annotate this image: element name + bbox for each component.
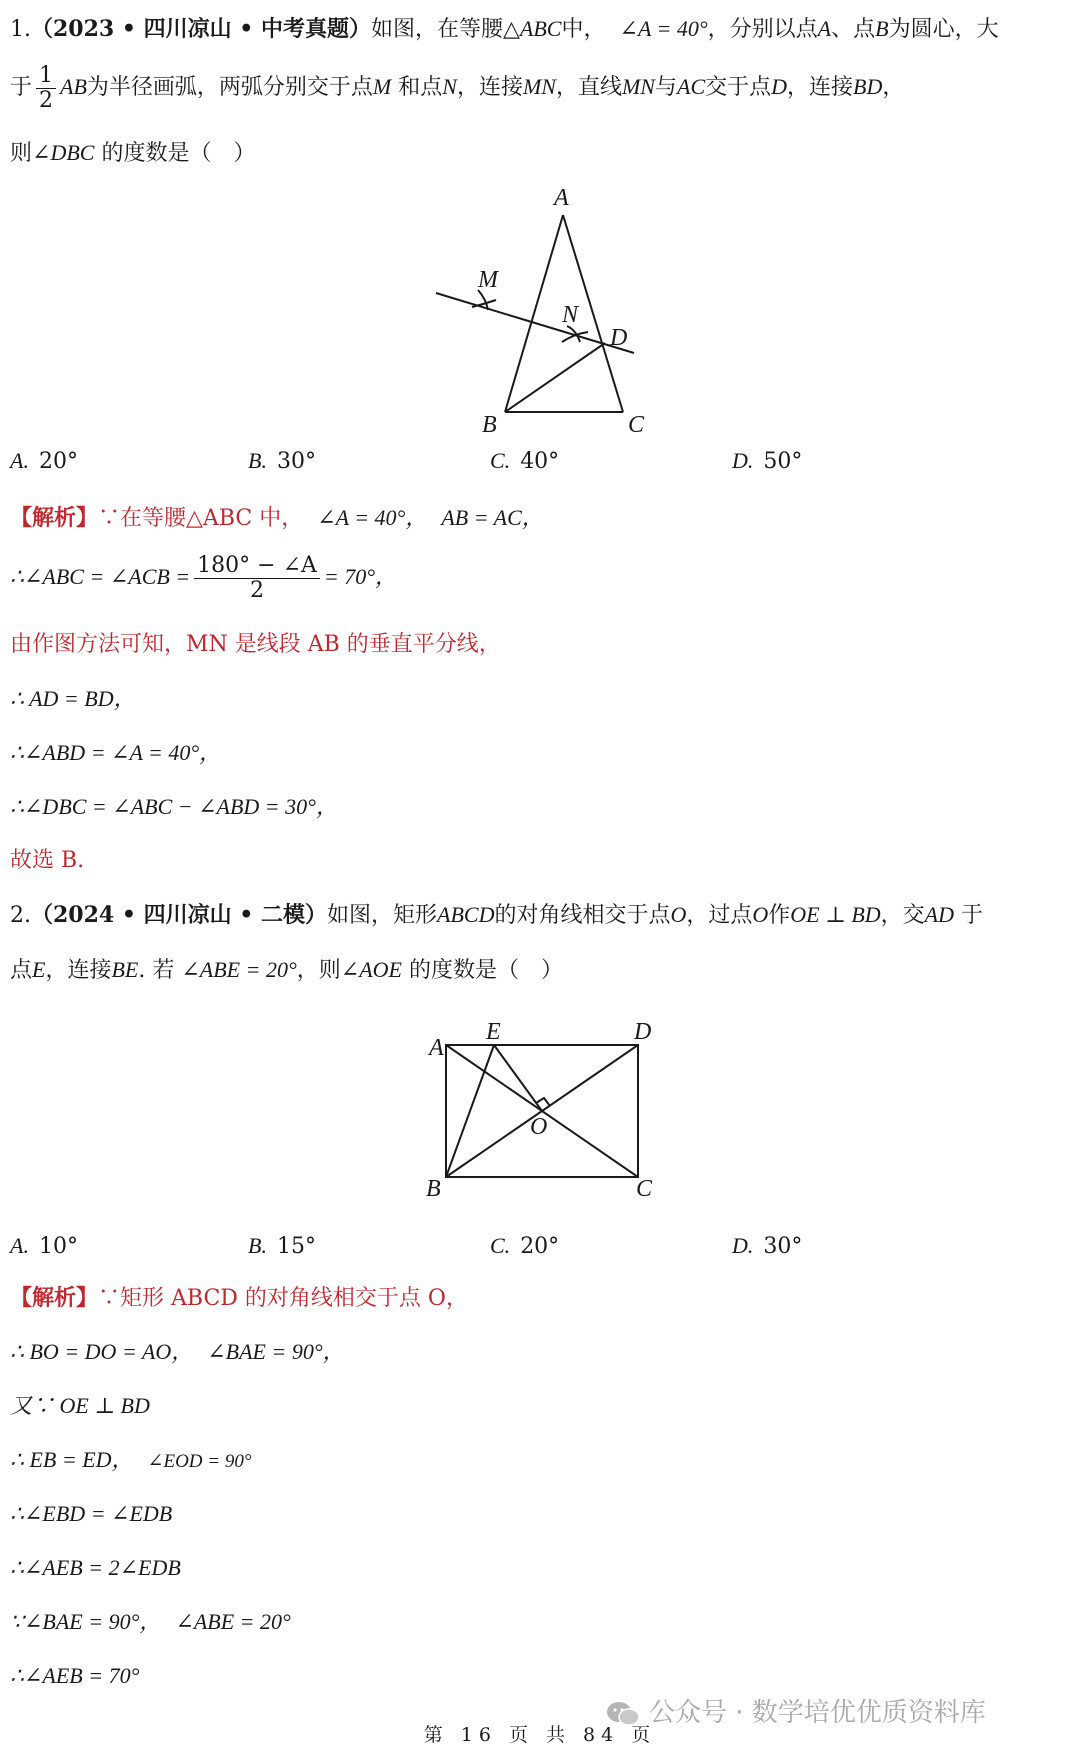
q2-solution-line-3: 又∵ OE ⊥ BD	[10, 1393, 150, 1418]
fraction-numerator: 180° − ∠A	[194, 554, 320, 579]
q1-stem-line-1	[10, 14, 999, 45]
q2-solution-line-1	[10, 1283, 468, 1314]
q2-text: 于	[960, 903, 983, 928]
fraction-denominator: 2	[250, 577, 265, 603]
q1-math: B	[875, 16, 889, 41]
q1-text: ，分别以点	[707, 17, 818, 42]
q1-text: 交于点	[705, 75, 772, 100]
q1-math: N	[442, 74, 457, 99]
q1-stem-line-2	[10, 60, 904, 115]
q1-solution-line-4: ∴ AD = BD，	[10, 686, 136, 711]
label-a: A	[429, 1035, 444, 1061]
q2-option-a[interactable]	[10, 1233, 78, 1259]
q2-math: ∠AOE	[340, 957, 402, 982]
q1-solution-line-6: ∴∠DBC = ∠ABC − ∠ABD = 30°，	[10, 794, 338, 819]
q1-text: 、点	[831, 17, 876, 42]
label-n: N	[562, 302, 579, 328]
q2-math: OE ⊥ BD	[790, 902, 881, 927]
q1-option-b[interactable]	[248, 448, 316, 474]
q1-solution-line-7: 故选 B.	[10, 848, 85, 873]
option-letter: A.	[10, 1233, 29, 1258]
label-m: M	[478, 267, 498, 293]
option-value: 30°	[763, 1234, 803, 1259]
q1-math: MN	[522, 74, 556, 99]
option-value: 20°	[38, 449, 78, 474]
q2-option-b[interactable]	[248, 1233, 316, 1259]
q1-math: ∠A = 40°	[619, 16, 708, 41]
q2-text: 如图，矩形	[327, 903, 438, 928]
q1-text: 如图，在等腰	[371, 17, 504, 42]
option-letter: D.	[732, 1233, 754, 1258]
option-letter: C.	[490, 448, 511, 473]
q1-math: AC	[677, 74, 706, 99]
q2-stem-line-2	[10, 955, 563, 986]
option-letter: D.	[732, 448, 754, 473]
q2-option-d[interactable]	[732, 1233, 802, 1259]
option-letter: B.	[248, 1233, 267, 1258]
q2-text: ，连接	[45, 958, 112, 983]
q2-text: ，则	[296, 958, 341, 983]
q2-text: 的度数是（ ）	[409, 958, 564, 983]
solution-fraction	[194, 554, 320, 603]
q1-text: 则	[10, 141, 33, 166]
solution-math: ∴ BO = DO = AO，	[10, 1339, 194, 1364]
segment-bd	[505, 343, 605, 412]
label-a: A	[554, 185, 569, 211]
arc-mark-m-2	[472, 300, 496, 307]
q2-stem-line-1	[10, 900, 983, 931]
q1-solution-line-5: ∴∠ABD = ∠A = 40°，	[10, 740, 222, 765]
q1-text: ，	[882, 75, 905, 100]
fraction-numerator: 1	[36, 64, 56, 89]
label-e: E	[486, 1019, 501, 1045]
q2-solution-line-4	[10, 1445, 251, 1477]
label-b: B	[426, 1176, 441, 1200]
label-d: D	[610, 325, 628, 351]
q2-figure	[420, 1010, 670, 1200]
q2-text: 的对角线相交于点	[494, 903, 671, 928]
q2-math: AD	[924, 902, 954, 927]
q2-solution-line-5: ∴∠EBD = ∠EDB	[10, 1501, 173, 1526]
segment-oe	[494, 1045, 542, 1111]
label-b: B	[482, 412, 497, 438]
option-value: 50°	[763, 449, 803, 474]
q2-text: ，过点	[686, 903, 753, 928]
segment-be	[446, 1045, 494, 1177]
q2-math: ∠ABE = 20°	[181, 957, 297, 982]
option-letter: C.	[490, 1233, 511, 1258]
solution-text: ∵在等腰△ABC 中，	[98, 506, 304, 531]
q2-solution-line-2	[10, 1337, 345, 1368]
q2-number: 2.	[10, 903, 31, 928]
solution-text: ∵矩形 ABCD 的对角线相交于点 O，	[98, 1286, 468, 1311]
option-letter: A.	[10, 448, 29, 473]
q2-source: （2024 • 四川凉山 • 二模）	[31, 902, 327, 928]
q1-math: A	[817, 16, 832, 41]
solution-math: ∴∠ABC = ∠ACB =	[10, 564, 191, 589]
label-o: O	[530, 1114, 548, 1140]
q1-text: 中，	[561, 17, 606, 42]
q1-figure	[420, 180, 660, 440]
solution-math: ∠A = 40°，	[317, 505, 428, 530]
side-ab	[505, 215, 563, 412]
q2-text: 点	[10, 958, 33, 983]
q2-math: ABCD	[437, 902, 495, 927]
option-value: 15°	[276, 1234, 316, 1259]
q1-text: ，连接	[456, 75, 523, 100]
q1-text: ，连接	[787, 75, 854, 100]
label-c: C	[628, 412, 645, 438]
option-value: 30°	[276, 449, 316, 474]
q2-solution-line-7	[10, 1607, 291, 1638]
q1-text: 的度数是（ ）	[101, 141, 256, 166]
q2-solution-line-6: ∴∠AEB = 2∠EDB	[10, 1555, 181, 1580]
solution-math: ∠EOD = 90°	[147, 1451, 252, 1472]
q1-math: △ABC	[503, 16, 562, 41]
solution-math: ∵∠BAE = 90°，	[10, 1609, 162, 1634]
option-value: 20°	[520, 1234, 560, 1259]
q1-solution-line-2	[10, 550, 397, 605]
q1-text: 于	[10, 75, 33, 100]
q1-text: 为半径画弧，两弧分别交于点	[86, 75, 373, 100]
solution-math: ∴ EB = ED，	[10, 1447, 134, 1472]
q1-option-a[interactable]	[10, 448, 78, 474]
option-value: 10°	[38, 1234, 78, 1259]
q2-math: O	[752, 902, 769, 927]
q1-text: 和点	[398, 75, 443, 100]
option-value: 40°	[520, 449, 560, 474]
q2-option-c[interactable]	[490, 1233, 559, 1259]
q1-math: MN	[621, 74, 655, 99]
q2-text: . 若	[138, 958, 175, 983]
page-footer: 第 16 页 共 84 页	[423, 1724, 657, 1746]
solution-math: ∠BAE = 90°，	[207, 1339, 345, 1364]
label-c: C	[636, 1176, 653, 1200]
solution-math: = 70°，	[323, 564, 398, 589]
q1-math: BD	[853, 74, 883, 99]
q1-option-c[interactable]	[490, 448, 559, 474]
line-mn	[436, 293, 634, 353]
solution-tag: 【解析】	[10, 1285, 99, 1311]
q1-source: （2023 • 四川凉山 • 中考真题）	[31, 16, 371, 42]
q1-math: ∠DBC	[32, 140, 95, 165]
q1-math: M	[372, 74, 392, 99]
q2-text: ，交	[880, 903, 925, 928]
option-letter: B.	[248, 448, 267, 473]
q1-fraction	[36, 64, 56, 113]
q1-text: 为圆心，大	[888, 17, 999, 42]
label-d: D	[634, 1019, 652, 1045]
q1-stem-line-3	[10, 138, 255, 169]
q1-text: ，直线	[555, 75, 622, 100]
q1-number: 1.	[10, 17, 31, 42]
solution-math: ∠ABE = 20°	[175, 1609, 291, 1634]
q1-math: D	[771, 74, 788, 99]
q2-text: 作	[768, 903, 791, 928]
q1-text: 与	[654, 75, 677, 100]
q1-option-d[interactable]	[732, 448, 802, 474]
fraction-denominator: 2	[39, 87, 54, 113]
q1-solution-line-1	[10, 503, 544, 534]
q1-solution-line-3: 由作图方法可知，MN 是线段 AB 的垂直平分线，	[10, 632, 501, 657]
q2-solution-line-8: ∴∠AEB = 70°	[10, 1663, 140, 1688]
solution-tag: 【解析】	[10, 505, 99, 531]
q2-math: BE	[111, 957, 139, 982]
solution-math: AB = AC，	[441, 505, 544, 530]
q1-math: AB	[60, 74, 87, 99]
q2-math: E	[32, 957, 46, 982]
q2-math: O	[670, 902, 687, 927]
watermark-text: 公众号 · 数学培优优质资料库	[649, 1698, 986, 1728]
